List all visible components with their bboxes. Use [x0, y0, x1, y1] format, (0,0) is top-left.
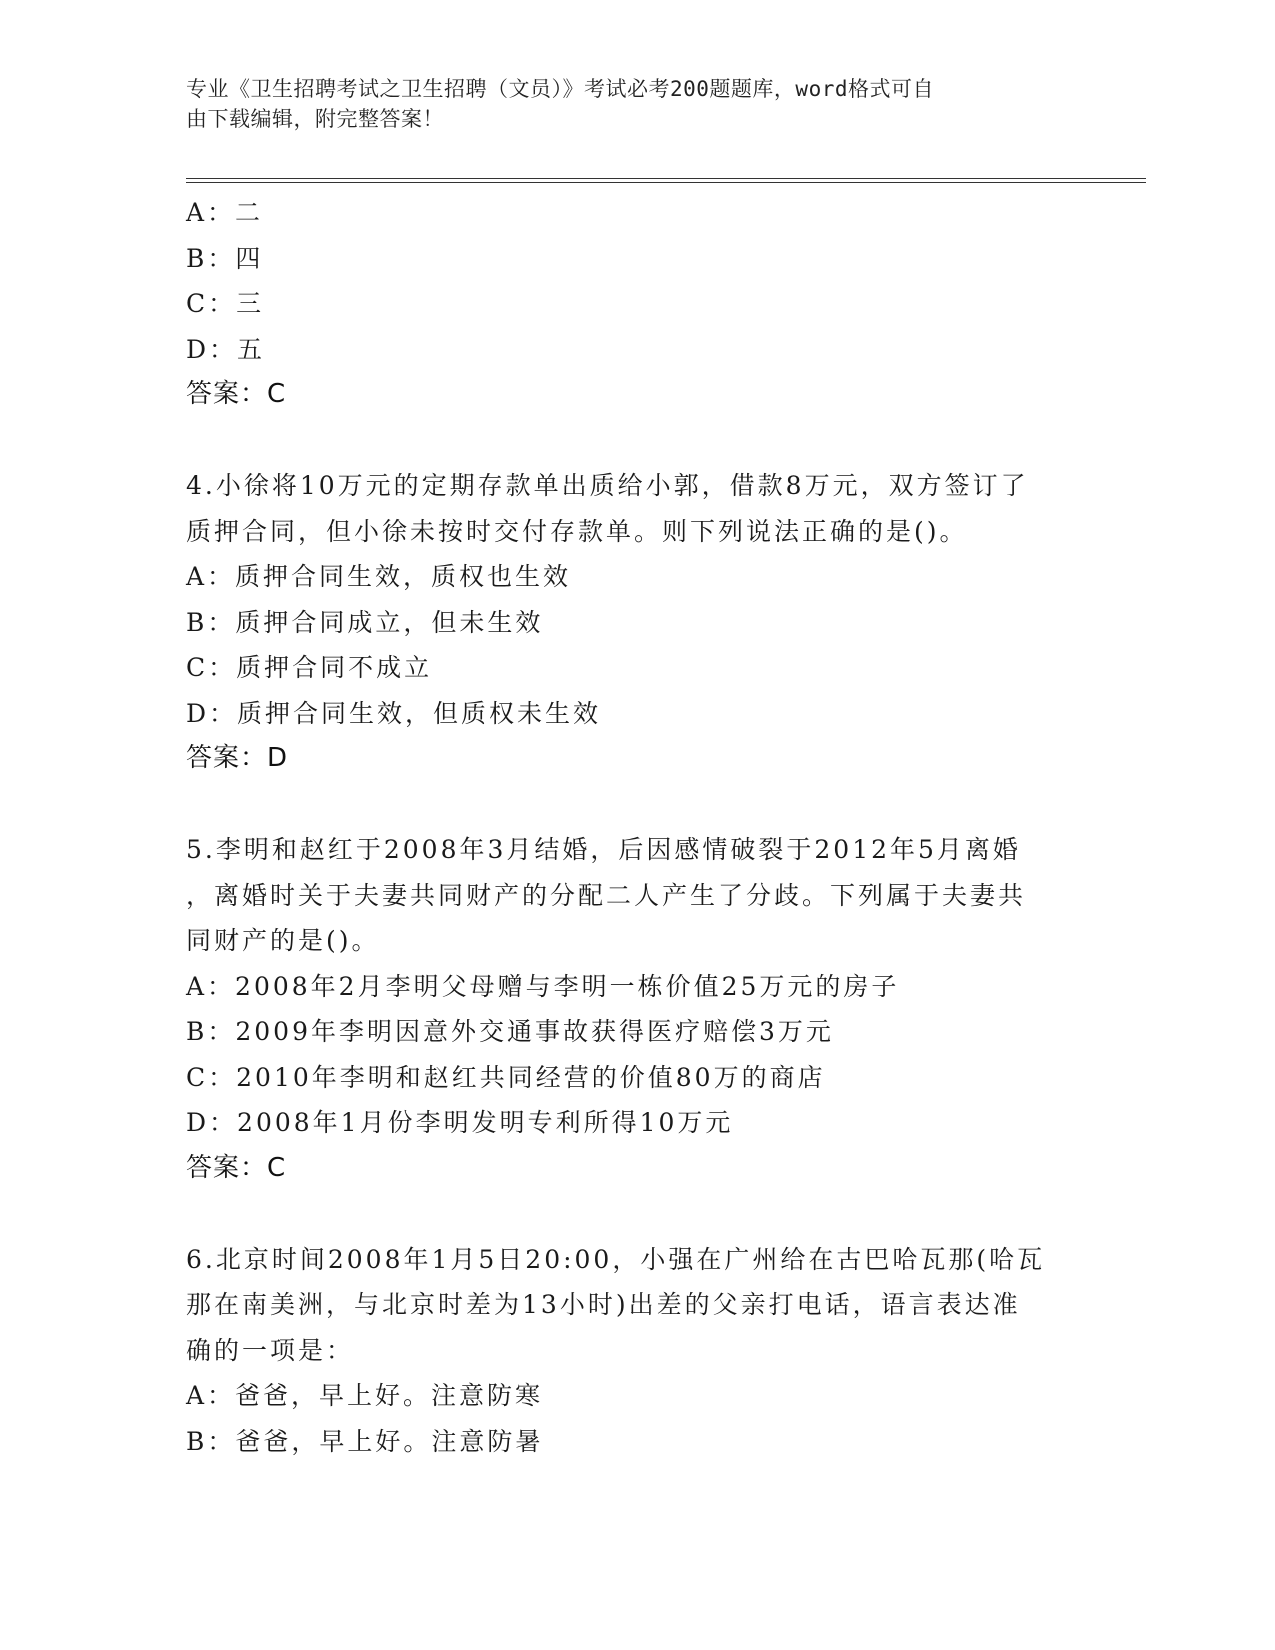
option-d: D：五: [186, 334, 266, 364]
option-c: C：三: [186, 289, 265, 318]
blank-line: [186, 1191, 1076, 1237]
answer-line: 答案：C: [186, 379, 287, 409]
blank-line: [186, 782, 1076, 828]
option-a: A：爸爸，早上好。注意防寒: [186, 1381, 544, 1410]
blank-line: [186, 418, 1076, 464]
header-line-2: 由下载编辑，附完整答案！: [186, 107, 444, 131]
option-d: D：质押合同生效，但质权未生效: [186, 698, 602, 728]
question-stem-line: 那在南美洲，与北京时差为13小时)出差的父亲打电话，语言表达准: [186, 1290, 1021, 1319]
question-6: [186, 1237, 1076, 1465]
header-double-rule: [186, 178, 1146, 183]
answer-line: 答案：D: [186, 743, 289, 773]
option-c: C：质押合同不成立: [186, 653, 433, 682]
document-body: [186, 190, 1076, 1464]
question-3-tail: [186, 190, 1076, 418]
question-stem-line: 6.北京时间2008年1月5日20:00，小强在广州给在古巴哈瓦那(哈瓦: [186, 1244, 1046, 1274]
option-d: D：2008年1月份李明发明专利所得10万元: [186, 1108, 734, 1137]
question-5: [186, 827, 1076, 1191]
question-stem-line: 5.李明和赵红于2008年3月结婚，后因感情破裂于2012年5月离婚: [186, 835, 1021, 864]
page-header: [186, 74, 1066, 134]
option-a: A：二: [186, 198, 264, 227]
header-line-1: 专业《卫生招聘考试之卫生招聘（文员）》考试必考200题题库，word格式可自: [186, 77, 934, 101]
option-a: A：2008年2月李明父母赠与李明一栋价值25万元的房子: [186, 971, 900, 1001]
question-stem-line: 4.小徐将10万元的定期存款单出质给小郭，借款8万元，双方签订了: [186, 471, 1029, 500]
option-c: C：2010年李明和赵红共同经营的价值80万的商店: [186, 1062, 826, 1092]
question-stem-line: 质押合同，但小徐未按时交付存款单。则下列说法正确的是()。: [186, 516, 968, 546]
question-4: [186, 463, 1076, 782]
option-b: B：质押合同成立，但未生效: [186, 607, 544, 637]
question-stem-line: 同财产的是()。: [186, 926, 380, 955]
answer-line: 答案：C: [186, 1152, 287, 1183]
option-b: B：爸爸，早上好。注意防暑: [186, 1426, 544, 1456]
option-b: B：四: [186, 243, 264, 273]
option-b: B：2009年李明因意外交通事故获得医疗赔偿3万元: [186, 1017, 834, 1046]
option-a: A：质押合同生效，质权也生效: [186, 562, 572, 591]
question-stem-line: ，离婚时关于夫妻共同财产的分配二人产生了分歧。下列属于夫妻共: [186, 880, 1027, 910]
question-stem-line: 确的一项是：: [186, 1335, 355, 1365]
